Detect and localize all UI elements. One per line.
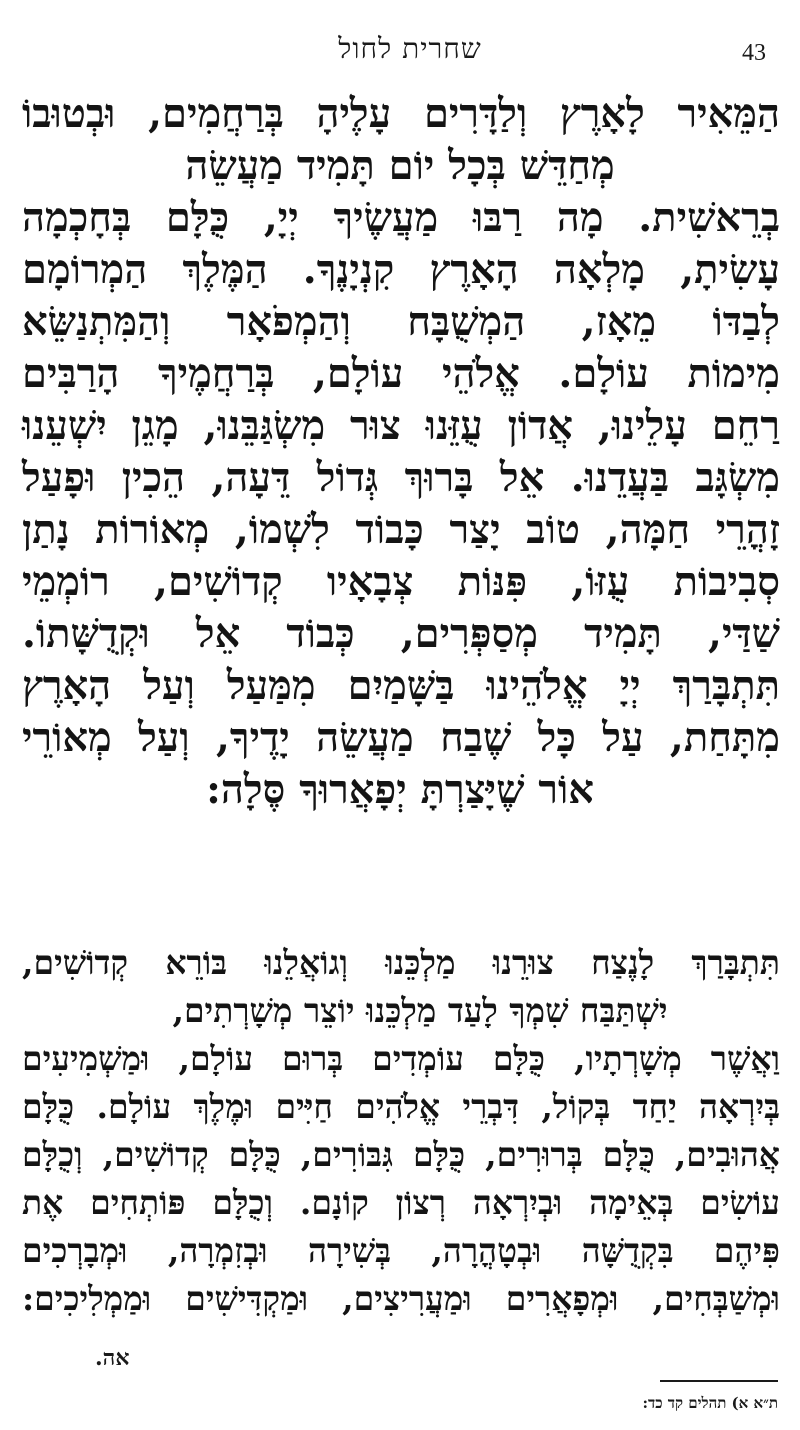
text-line: מִימוֹת עוֹלָם. אֱלֹהֵי עוֹלָם, בְּרַחֲמֶיךָ הָרַבִּים: [22, 350, 780, 397]
footnote-divider: [660, 1380, 778, 1382]
text-line: מִתָּחַת, עַל כָּל שֶׁבַח מַעֲשֵׂה יָדֶיךָ, וְעַל מְאוֹרֵי: [22, 714, 780, 761]
text-line: תִּתְבָּרַךְ יְיָ אֱלֹהֵינוּ בַּשָּׁמַיִם מִמַּעַל וְעַל הָאָרֶץ: [22, 662, 780, 709]
text-line: רַחֵם עָלֵינוּ, אֲדוֹן עֻזֵּנוּ צוּר מִשְׂגַּבֵּנוּ, מָגֵן יִשְׁעֵנוּ: [22, 402, 780, 449]
text-line: וּמְשַׁבְּחִים, וּמְפָאֲרִים וּמַעֲרִיצִים, וּמַקְדִּישִׁים וּמַמְלִיכִים:: [22, 1279, 780, 1318]
text-line: פִּיהֶם בִּקְדֻשָּׁה וּבְטָהֳרָה, בְּשִׁירָה וּבְזִמְרָה, וּמְבָרְכִים: [22, 1231, 780, 1270]
text-line: אוֹר שֶׁיָּצַרְתָּ יְפָאֲרוּךָ סֶּלָה:: [206, 766, 594, 813]
text-line: הַמֵּאִיר לָאָרֶץ וְלַדָּרִים עָלֶיהָ בְּרַחֲמִים, וּבְטוּבוֹ: [22, 90, 780, 137]
text-line: מְחַדֵּשׁ בְּכָל יוֹם תָּמִיד מַעֲשֵׂה: [185, 142, 615, 189]
text-line: בְּיִרְאָה יַחַד בְּקוֹל, דִּבְרֵי אֱלֹהִים חַיִּים וּמֶלֶךְ עוֹלָם. כֻּלָּם: [22, 1087, 780, 1126]
text-line: אֲהוּבִים, כֻּלָּם בְּרוּרִים, כֻּלָּם גִּבּוֹרִים, כֻּלָּם קְדוֹשִׁים, וְכֻלָּם: [22, 1135, 780, 1174]
running-title: שחרית לחול: [338, 32, 482, 65]
text-line: בְרֵאשִׁית. מָה רַבּוּ מַעֲשֶׂיךָ יְיָ, כֻּלָּם בְּחָכְמָה: [22, 194, 780, 241]
text-line: עָשִׂיתָ, מָלְאָה הָאָרֶץ קִנְיָנֶךָ. הַמֶּלֶךְ הַמְרוֹמָם: [22, 246, 780, 293]
text-line: יִשְׁתַּבַּח שִׁמְךָ לָעַד מַלְכֵּנוּ יוֹצֵר מְשָׁרְתִים,: [172, 991, 668, 1030]
footnote-marker: אה.: [95, 1345, 130, 1371]
footnote-text: ת״א א) תהלים קד כד:: [642, 1394, 778, 1412]
text-line: עוֹשִׂים בְּאֵימָה וּבְיִרְאָה רְצוֹן קוֹנָם. וְכֻלָּם פּוֹתְחִים אֶת: [22, 1183, 780, 1222]
text-line: לְבַדּוֹ מֵאָז, הַמְשֻׁבָּח וְהַמְפֹאָר וְהַמִּתְנַשֵּׂא: [22, 298, 780, 345]
page-number: 43: [742, 40, 766, 66]
text-line: תִּתְבָּרַךְ לָנֶצַח צוּרֵנוּ מַלְכֵּנוּ וְגוֹאֲלֵנוּ בּוֹרֵא קְדוֹשִׁים,: [22, 943, 780, 982]
text-line: סְבִיבוֹת עֻזּוֹ, פִּנּוֹת צְבָאָיו קְדוֹשִׁים, רוֹמְמֵי: [22, 558, 780, 605]
text-line: זָהֳרֵי חַמָּה, טוֹב יָצַר כָּבוֹד לִשְׁמוֹ, מְאוֹרוֹת נָתַן: [22, 506, 780, 553]
text-line: וַאֲשֶׁר מְשָׁרְתָיו, כֻּלָּם עוֹמְדִים בְּרוּם עוֹלָם, וּמַשְׁמִיעִים: [22, 1039, 780, 1078]
text-line: מִשְׂגָּב בַּעֲדֵנוּ. אֵל בָּרוּךְ גְּדוֹל דֵּעָה, הֵכִין וּפָעַל: [22, 454, 780, 501]
text-line: שַׁדַּי, תָּמִיד מְסַפְּרִים, כְּבוֹד אֵל וּקְדֻשָּׁתוֹ.: [22, 610, 780, 657]
